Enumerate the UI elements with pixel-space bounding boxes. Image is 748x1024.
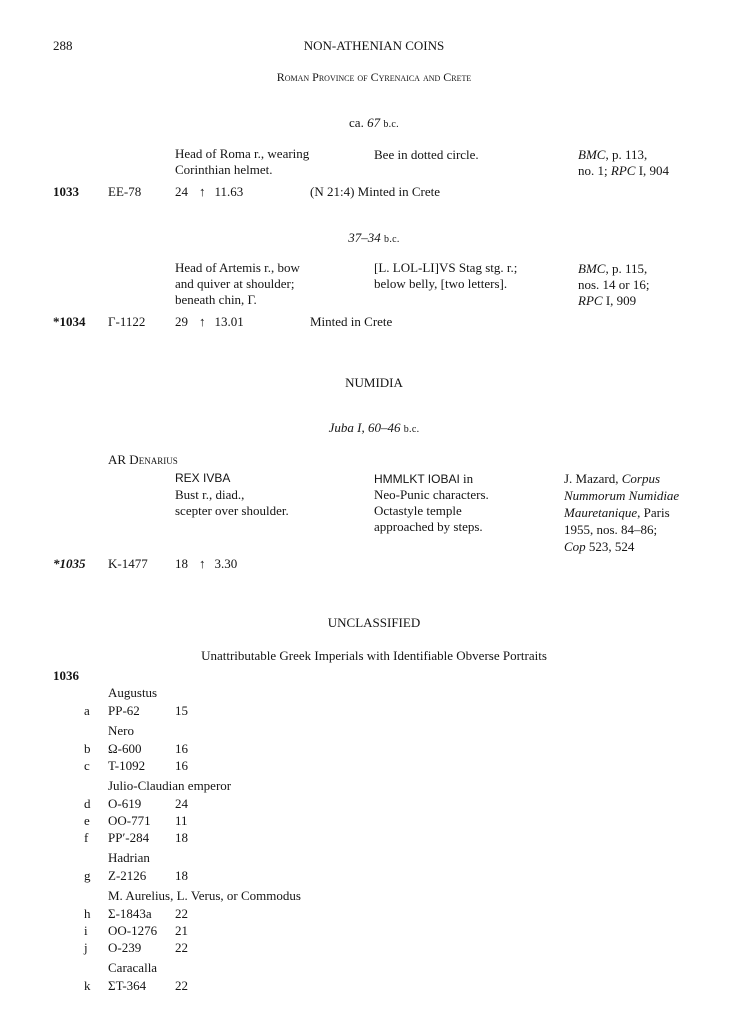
weight: 13.01 xyxy=(214,314,244,329)
section-title: Roman Province of Cyrenaica and Crete xyxy=(276,70,472,84)
mint-note: (N 21:4) Minted in Crete xyxy=(310,184,440,199)
inventory-number: O-239 xyxy=(108,940,142,955)
item-letter: b xyxy=(84,741,91,756)
inventory-number: OO-771 xyxy=(108,813,151,828)
item-letter: f xyxy=(84,830,89,845)
weight: 11.63 xyxy=(214,184,244,199)
ruler-name: Caracalla xyxy=(108,960,158,975)
item-letter: i xyxy=(84,923,88,938)
weight: 3.30 xyxy=(214,556,238,571)
catalog-number: *1034 xyxy=(53,314,86,329)
coin-metrics xyxy=(175,313,244,330)
inventory-number: ΣT-364 xyxy=(108,978,147,993)
obverse-description: Head of Artemis r., bow and quiver at shoulder; beneath chin, Γ. xyxy=(175,260,300,307)
reference: BMC, p. 113, xyxy=(578,147,648,162)
date-heading-1: ca. 67 b.c. xyxy=(349,115,399,130)
diameter: 18 xyxy=(175,868,188,883)
reverse-legend: HMMLKT IOBAI in xyxy=(374,471,474,486)
inventory-number: PP′-284 xyxy=(108,830,150,845)
inventory-number: Z-2126 xyxy=(108,868,147,883)
reverse-description: Bee in dotted circle. xyxy=(374,147,479,162)
diameter: 24 xyxy=(175,184,188,199)
ruler-name: Julio-Claudian emperor xyxy=(108,778,232,793)
ruler-name: Hadrian xyxy=(108,850,150,865)
reference: Mauretanique, Paris xyxy=(564,505,670,520)
page-number: 288 xyxy=(53,38,73,53)
diameter: 15 xyxy=(175,703,188,718)
inventory-number: EE-78 xyxy=(108,184,142,199)
diameter: 21 xyxy=(175,923,188,938)
diameter: 11 xyxy=(175,813,188,828)
inventory-number: Σ-1843a xyxy=(108,906,152,921)
diameter: 16 xyxy=(175,741,188,756)
catalog-number: 1036 xyxy=(53,668,79,683)
inventory-number: Ω-600 xyxy=(108,741,142,756)
die-axis-arrow-icon: ↑ xyxy=(199,314,206,329)
unclassified-heading: UNCLASSIFIED xyxy=(327,615,421,630)
item-letter: k xyxy=(84,978,91,993)
reference: no. 1; RPC I, 904 xyxy=(578,163,670,178)
coin-metrics xyxy=(175,555,237,572)
reference: J. Mazard, Corpus xyxy=(564,471,661,486)
ruler-name: Nero xyxy=(108,723,134,738)
obverse-description: Bust r., diad., scepter over shoulder. xyxy=(175,487,289,518)
diameter: 24 xyxy=(175,796,188,811)
die-axis-arrow-icon: ↑ xyxy=(199,184,206,199)
reference: nos. 14 or 16; xyxy=(578,277,650,292)
item-letter: d xyxy=(84,796,91,811)
catalog-number: 1033 xyxy=(53,184,79,199)
reverse-description: [L. LOL-LI]VS Stag stg. r.; below belly, [two letters]. xyxy=(374,260,518,291)
obverse-legend: REX IVBA xyxy=(175,471,231,485)
diameter: 29 xyxy=(175,314,188,329)
diameter: 18 xyxy=(175,556,188,571)
die-axis-arrow-icon: ↑ xyxy=(199,556,206,571)
inventory-number: PP-62 xyxy=(108,703,140,718)
numidia-heading: NUMIDIA xyxy=(345,375,403,390)
date-heading-2: 37–34 b.c. xyxy=(348,230,400,245)
ruler-name: Augustus xyxy=(108,685,158,700)
item-letter: j xyxy=(84,940,88,955)
item-letter: g xyxy=(84,868,91,883)
obverse-description: Head of Roma r., wearing Corinthian helmet. xyxy=(175,146,310,177)
diameter: 16 xyxy=(175,758,188,773)
reference: BMC, p. 115, xyxy=(578,261,648,276)
ruler-name: M. Aurelius, L. Verus, or Commodus xyxy=(108,888,301,903)
inventory-number: OO-1276 xyxy=(108,923,158,938)
diameter: 18 xyxy=(175,830,188,845)
reference: Nummorum Numidiae xyxy=(564,488,680,503)
ruler-heading: Juba I, 60–46 b.c. xyxy=(328,420,420,435)
reference: RPC I, 909 xyxy=(578,293,637,308)
item-letter: a xyxy=(84,703,90,718)
reference: 1955, nos. 84–86; xyxy=(564,522,658,537)
diameter: 22 xyxy=(175,940,188,955)
item-letter: c xyxy=(84,758,90,773)
mint-note: Minted in Crete xyxy=(310,314,393,329)
diameter: 22 xyxy=(175,906,188,921)
item-letter: h xyxy=(84,906,91,921)
coin-metrics xyxy=(175,183,243,200)
denomination: AR Denarius xyxy=(108,452,178,467)
reference: Cop 523, 524 xyxy=(564,539,635,554)
diameter: 22 xyxy=(175,978,188,993)
inventory-number: Γ-1122 xyxy=(108,314,146,329)
inventory-number: K-1477 xyxy=(108,556,148,571)
item-letter: e xyxy=(84,813,90,828)
inventory-number: O-619 xyxy=(108,796,142,811)
catalog-number: *1035 xyxy=(53,556,86,571)
reverse-description: Neo-Punic characters. Octastyle temple approached by steps. xyxy=(374,487,489,534)
inventory-number: T-1092 xyxy=(108,758,146,773)
running-title: NON-ATHENIAN COINS xyxy=(303,38,445,53)
unclassified-subtitle: Unattributable Greek Imperials with Identifiable Obverse Portraits xyxy=(201,648,547,663)
